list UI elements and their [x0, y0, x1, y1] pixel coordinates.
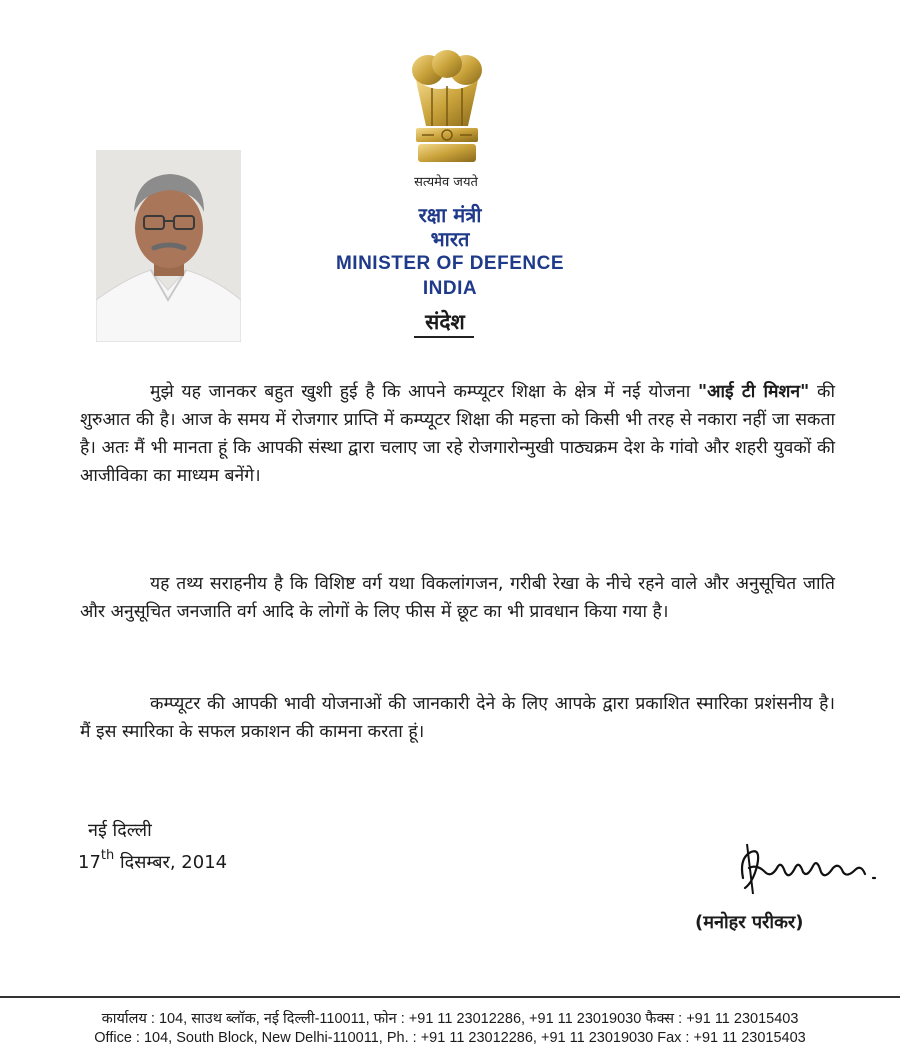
- title-hindi-minister: रक्षा मंत्री: [418, 203, 482, 227]
- footer-address-english: Office : 104, South Block, New Delhi-110011, Ph. : +91 11 23012286, +91 11 23019030 Fax : +91 11 23015403: [94, 1030, 806, 1046]
- scheme-name: "आई टी मिशन": [698, 382, 810, 402]
- title-english-minister: MINISTER OF DEFENCE: [335, 253, 564, 274]
- emblem-motto: सत्यमेव जयते: [414, 175, 478, 190]
- place: नई दिल्ली: [88, 820, 152, 841]
- paragraph-2-text: यह तथ्य सराहनीय है कि विशिष्ट वर्ग यथा विकलांगजन, गरीबी रेखा के नीचे रहने वाले और अनुसूचित जाति और अनुसूचित जनजाति वर्ग आदि के लोगों के लिए फीस में छूट का भी प्रावधान किया गया है।: [80, 574, 835, 622]
- paragraph-2: [80, 570, 835, 626]
- date: [78, 850, 227, 874]
- letterhead-title: [300, 203, 600, 301]
- date-day: 17: [78, 852, 101, 873]
- footer-divider: [0, 996, 900, 998]
- paragraph-3-text: कम्प्यूटर की आपकी भावी योजनाओं की जानकारी देने के लिए आपके द्वारा प्रकाशित स्मारिका प्रशंसनीय है। मैं इस स्मारिका के सफल प्रकाशन की कामना करता हूं।: [80, 694, 835, 742]
- footer-address-hindi: कार्यालय : 104, साउथ ब्लॉक, नई दिल्ली-110011, फोन : +91 11 23012286, +91 11 23019030 फैक्स : +91 11 23015403: [101, 1011, 799, 1027]
- paragraph-1: [80, 378, 835, 490]
- title-hindi-country: भारत: [430, 227, 470, 251]
- heading-underline: [414, 336, 474, 338]
- message-heading: संदेश: [425, 310, 465, 334]
- signature-icon: [735, 838, 885, 898]
- paragraph-1-start: मुझे यह जानकर बहुत खुशी हुई है कि आपने कम्प्यूटर शिक्षा के क्षेत्र में नई योजना: [150, 382, 698, 402]
- minister-photo: [96, 150, 241, 342]
- date-day-suffix: th: [100, 848, 115, 863]
- paragraph-1-end: की शुरुआत की है। आज के समय में रोजगार प्राप्ति में कम्प्यूटर शिक्षा की महत्ता को किसी भी तरह से नकारा नहीं जा सकता है। अतः मैं भी मानता हूं कि आपकी संस्था द्वारा चलाए जा रहे रोजगारोन्मुखी पाठ्यक्रम देश के गांवो और शहरी युवकों की आजीविका का माध्यम बनेंगे।: [80, 382, 835, 486]
- date-rest: दिसम्बर, 2014: [114, 852, 228, 873]
- signatory-name: (मनोहर परीकर): [695, 912, 804, 933]
- paragraph-3: [80, 690, 835, 746]
- title-english-country: INDIA: [422, 278, 478, 299]
